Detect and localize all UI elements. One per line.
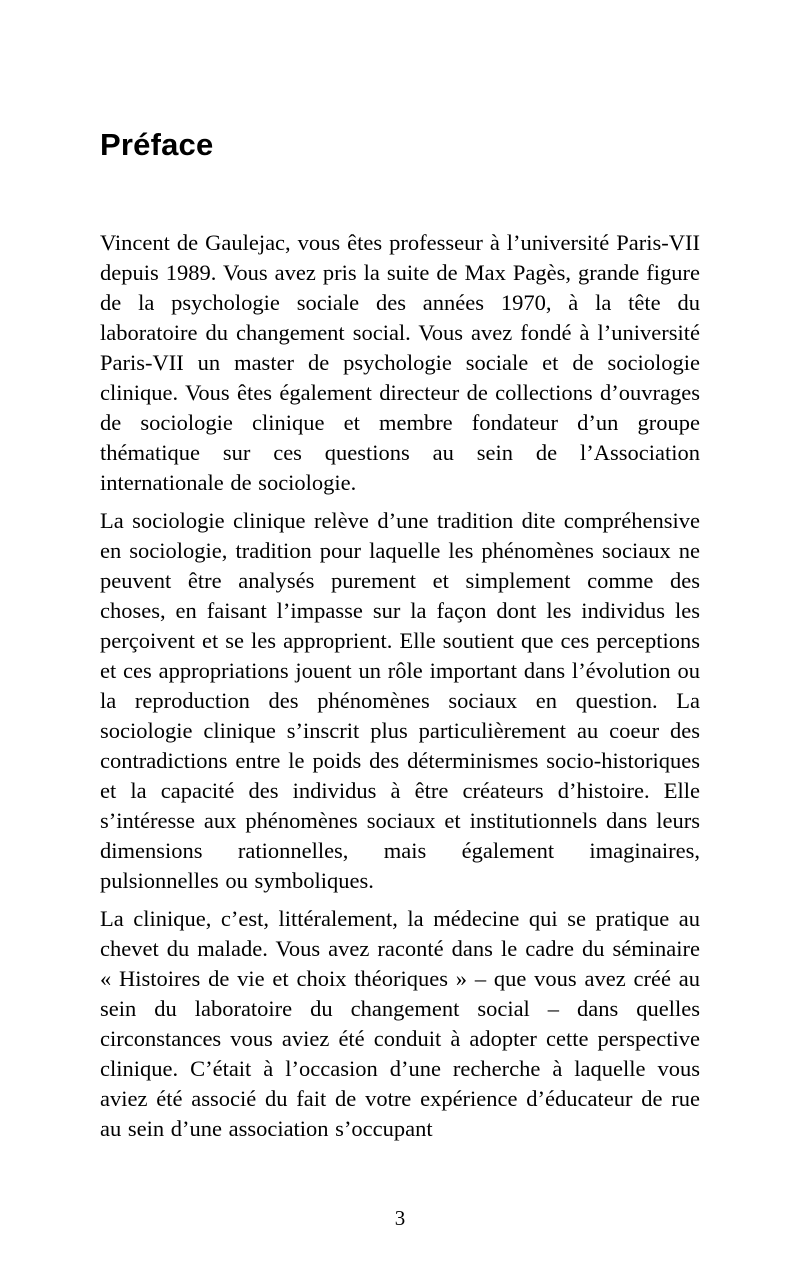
paragraph-1: Vincent de Gaulejac, vous êtes professeur à l’université Paris-VII depuis 1989. Vous avez pris la suite de Max Pagès, grande figure de la psychologie sociale des années 1970, à la tête du laboratoire du changement social. Vous avez fondé à l’université Paris-VII un master de psychologie sociale et de sociologie clinique. Vous êtes également directeur de collections d’ouvrages de sociologie clinique et membre fondateur d’un groupe thématique sur ces questions au sein de l’Association internationale de sociologie. [100, 230, 700, 496]
paragraph-3: La clinique, c’est, littéralement, la médecine qui se pratique au chevet du malade. Vous avez raconté dans le cadre du séminaire « Histoires de vie et choix théoriques » – que vous avez créé au sein du laboratoire du changement social – dans quelles circonstances vous aviez été conduit à adopter cette perspective clinique. C’était à l’occasion d’une recherche à laquelle vous aviez été associé du fait de votre expérience d’éducateur de rue au sein d’une association s’occupant [100, 906, 700, 1142]
page-number: 3 [394, 1206, 406, 1230]
text-column [100, 0, 700, 1152]
paragraph-2: La sociologie clinique relève d’une tradition dite compréhensive en sociologie, tradition pour laquelle les phénomènes sociaux ne peuvent être analysés purement et simplement comme des choses, en faisant l’impasse sur la façon dont les individus les perçoivent et se les approprient. Elle soutient que ces perceptions et ces appropriations jouent un rôle important dans l’évolution ou la reproduction des phénomènes sociaux en question. La sociologie clinique s’inscrit plus particulièrement au coeur des contradictions entre le poids des déterminismes socio-historiques et la capacité des individus à être créateurs d’histoire. Elle s’intéresse aux phénomènes sociaux et institutionnels dans leurs dimensions rationnelles, mais également imaginaires, pulsionnelles ou symboliques. [100, 508, 700, 894]
page-title: Préface [100, 127, 214, 162]
